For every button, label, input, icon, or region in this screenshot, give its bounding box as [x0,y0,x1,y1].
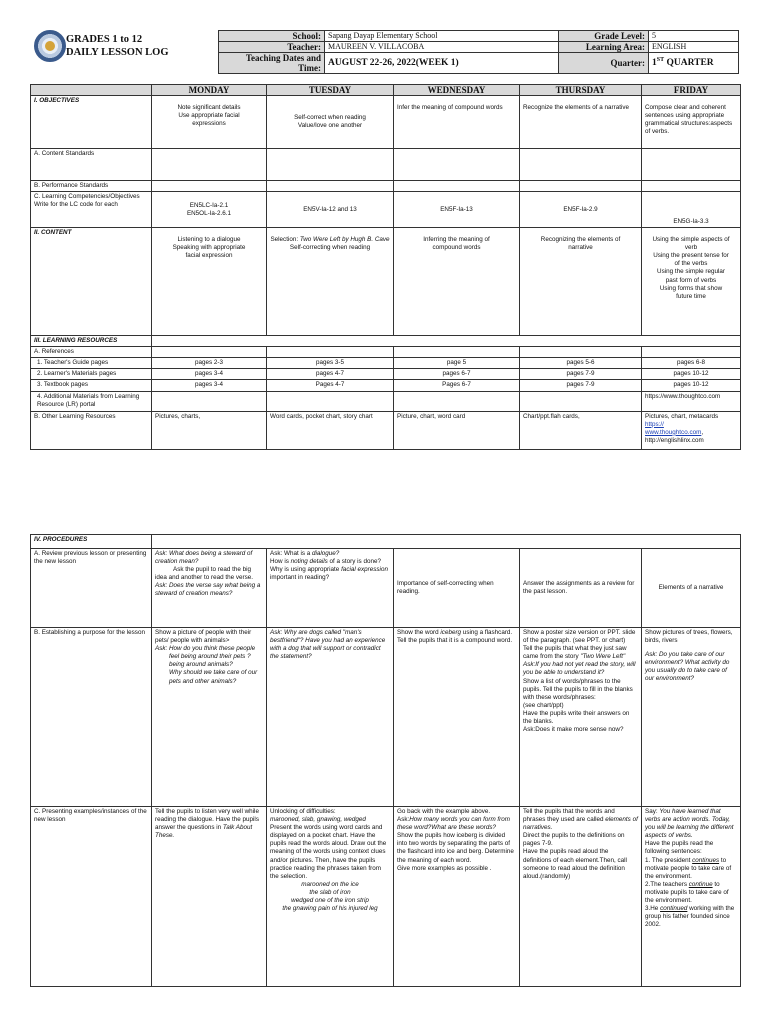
empty-cell [267,391,394,411]
purpose-fri-line: Ask: Do you take care of our environment? What activity do you usually do to take care of our environment? [645,651,730,683]
obj-mon-line: Note significant details [177,104,241,111]
review-tue-text: Why is using appropriate [270,566,342,574]
presenting-tue [267,807,394,987]
other-resources-label: B. Other Learning Resources [31,411,152,449]
empty-cell [152,347,267,358]
presenting-tue-phrase: marooned on the ice [301,880,359,888]
obj-mon-line: expressions [192,120,226,128]
purpose-mon-line: being around animals? [169,661,233,669]
review-thu: Answer the assignments as a review for the past lesson. [520,549,642,628]
tb-mon: pages 3-4 [152,380,267,391]
empty-cell [642,181,741,192]
presenting-fri-text: to motivate pupils to take care of the environment. [645,880,729,905]
presenting-fri-text: 2.The teachers [645,880,689,888]
tg-mon: pages 2-3 [152,358,267,369]
purpose-mon-line: Ask: How do you think these people [155,645,256,653]
presenting-row [31,807,741,987]
presenting-fri-text: Say: [645,808,660,815]
presenting-mon-text: Tell the pupils to listen very well while reading the dialogue. Have the pupils answer the questions in [155,808,259,832]
presenting-wed-question: How many words you can form from these word?What are these words? [397,816,511,832]
content-thu [520,228,642,336]
content-fri-line: of the verbs [674,260,708,268]
content-tue-title: Two Were Left by Hugh B. Cave [299,236,390,244]
purpose-thu-line: Ask:If you had not yet read the story, will you be able to understand it? [523,661,636,677]
review-mon [152,549,267,628]
review-tue [267,549,394,628]
title-line-2: DAILY LESSON LOG [66,47,169,58]
additional-materials-row [31,391,741,411]
content-fri-line: past form of verbs [665,276,717,284]
presenting-wed [394,807,520,987]
other-tue: Word cards, pocket chart, story chart [267,411,394,449]
tg-thu: pages 5-6 [520,358,642,369]
purpose-thu-line: Have the pupils write their answers on the blanks. [523,709,630,726]
purpose-thu-line: Show a list of words/phrases to the pupils. Tell the pupils to fill in the blanks with these words/phrases: [523,677,633,701]
school-label: School: [219,31,325,42]
references-row [31,347,741,358]
competencies-fri: EN5G-Ia-3.3 [642,192,741,228]
purpose-mon-line: Show a picture of people with their pets/ people with animals> [155,629,252,645]
review-tue-term: facial expression [341,566,388,574]
objectives-thu: Recognize the elements of a narrative [520,96,642,149]
content-fri-line: Using the present tense for [653,252,729,260]
presenting-fri-text: working with the group his father founded since 2002. [645,905,735,929]
deped-seal-logo [34,30,66,62]
day-friday: FRIDAY [642,85,741,96]
procedures-table [30,534,741,987]
dates-label [219,53,325,74]
day-wednesday: WEDNESDAY [394,85,520,96]
grade-level-value: 5 [649,31,739,42]
competencies-label: C. Learning Competencies/Objectives Write for the LC code for each [31,192,152,228]
content-thu-line: narrative [568,244,593,252]
purpose-wed-text: using a flashcard. Tell the pupils that it is a compound word. [397,629,513,645]
content-tue-prefix: Selection: [270,236,300,244]
empty-cell [152,535,741,549]
content-thu-line: Recognizing the elements of [540,236,621,244]
purpose-wed [394,628,520,807]
obj-tue-line: Value/love one another [297,122,363,129]
empty-cell [152,336,741,347]
review-tue-term: noting details [290,558,328,566]
content-fri-line: Using the simple regular [657,268,725,276]
tg-fri: pages 6-8 [642,358,741,369]
references-label: A. References [31,347,152,358]
purpose-row [31,628,741,807]
log-title [66,33,169,59]
lm-tue: pages 4-7 [267,369,394,380]
objectives-fri: Compose clear and coherent sentences using appropriate grammatical structures:aspects of verbs. [642,96,741,149]
content-wed-line: compound words [432,244,481,252]
presenting-fri-verb: continue [688,880,713,888]
lm-wed: pages 6-7 [394,369,520,380]
presenting-fri-text: 1. The president [645,856,693,864]
presenting-tue-phrase: the gnawing pain of his injured leg [282,905,378,913]
content-tue-line2: Self-correcting when reading [289,244,371,252]
objectives-label: I. OBJECTIVES [31,96,152,149]
quarter-value [649,53,739,74]
presenting-tue-phrase: wedged one of the iron strip [291,897,369,905]
content-fri-line: verb [684,244,698,252]
empty-cell [520,347,642,358]
empty-cell [152,181,267,192]
objectives-row [31,96,741,149]
other-mon: Pictures, charts, [152,411,267,449]
purpose-mon-line: Why should we take care of our pets and other animals? [169,669,258,685]
header-info-table [218,30,739,74]
purpose-fri [642,628,741,807]
purpose-thu-line: Show a poster size version or PPT. slide of the paragraph. (see PPT. or chart) [523,629,636,645]
empty-cell [394,181,520,192]
performance-standards-row [31,181,741,192]
presenting-tue-line: marooned, slab, gnawing, wedged [270,816,366,824]
empty-cell [152,391,267,411]
presenting-mon-title: Talk About These. [155,824,253,840]
empty-cell [520,181,642,192]
empty-cell [520,149,642,181]
presenting-thu-line: Have the pupils read aloud the definitions of each element.Then, call someone to read aloud the definition aloud.(randomly) [523,848,627,880]
presenting-thu-term: elements of narratives. [523,816,638,832]
day-monday: MONDAY [152,85,267,96]
day-thursday: THURSDAY [520,85,642,96]
grade-level-label: Grade Level: [559,31,649,42]
purpose-thu [520,628,642,807]
additional-materials-fri: https://www.thoughtco.com [642,391,741,411]
lesson-plan-table [30,84,741,450]
presenting-wed-text: Ask: [397,816,410,824]
performance-standards-label: B. Performance Standards [31,181,152,192]
competencies-thu: EN5F-Ia-2.9 [520,192,642,228]
content-wed [394,228,520,336]
review-mon-line: Ask: Does the verse say what being a steward of creation means? [155,582,261,598]
tb-tue: Pages 4-7 [267,380,394,391]
quarter-word: QUARTER [664,58,714,69]
lm-mon: pages 3-4 [152,369,267,380]
objectives-mon [152,96,267,149]
content-tue [267,228,394,336]
procedures-label: IV. PROCEDURES [31,535,152,549]
tb-label: 3. Textbook pages [31,380,152,391]
review-tue-term: dialogue? [312,550,340,557]
quarter-suffix: ST [656,57,665,64]
review-tue-text: of a story is done? [327,558,381,566]
content-fri-line: Using forms that show [659,284,723,292]
content-fri-line: Using the simple aspects of [652,236,730,244]
empty-cell [267,181,394,192]
tb-wed: Pages 6-7 [394,380,520,391]
tg-wed: page 5 [394,358,520,369]
presenting-label: C. Presenting examples/instances of the new lesson [31,807,152,987]
resources-label: III. LEARNING RESOURCES [31,336,152,347]
empty-cell [642,347,741,358]
procedures-header-row [31,535,741,549]
title-line-1: GRADES 1 to 12 [66,34,143,45]
competencies-row [31,192,741,228]
review-tue-text: important in reading? [270,574,330,582]
dates-label-line1: Teaching Dates and [245,53,321,63]
purpose-tue: Ask: Why are dogs called "man's bestfriend"? Have you had an experience with a dog that will support or contradict the statement? [267,628,394,807]
empty-cell [152,149,267,181]
empty-cell [394,149,520,181]
presenting-fri-line: Have the pupils read the following sentences: [645,840,714,856]
other-fri-link[interactable]: www.thoughtco.com [645,428,702,436]
purpose-mon-line: feel being around their pets ? [169,653,251,661]
content-mon-line: Listening to a dialogue [177,236,241,244]
lm-row [31,369,741,380]
other-resources-row [31,411,741,449]
learning-area-value: ENGLISH [649,42,739,53]
presenting-thu [520,807,642,987]
presenting-wed-line: Give more examples as possible . [397,864,492,872]
presenting-tue-line: Present the words using word cards and displayed on a pocket chart. Have the pupils read the words aloud. Draw out the meaning of the words using context clues and/or pictures. Then, have the pupils practice reading the phrases taken from the selection. [270,824,387,880]
content-row [31,228,741,336]
empty-cell [520,391,642,411]
review-wed: Importance of self-correcting when reading. [394,549,520,628]
presenting-fri-text: to motivate people to take care of the environment. [645,856,732,880]
other-wed: Picture, chart, word card [394,411,520,449]
review-mon-line: Ask the pupil to read the big idea and another to read the verse. [155,566,254,582]
lm-thu: pages 7-9 [520,369,642,380]
other-thu: Chart/ppt.flah cards, [520,411,642,449]
presenting-fri-quote: You have learned that verbs are action words. Today, you will be learning the different aspects of verbs. [645,808,734,840]
presenting-tue-line: Unlocking of difficulties: [270,808,336,815]
purpose-fri-line: Show pictures of trees, flowers, birds, rivers [645,629,733,645]
dates-value: AUGUST 22-26, 2022(WEEK 1) [325,53,559,74]
additional-materials-label: 4. Additional Materials from Learning Resource (LR) portal [31,391,152,411]
presenting-thu-text: Tell the pupils that the words and phrases they used are called [523,808,615,824]
resources-row [31,336,741,347]
lm-fri: pages 10-12 [642,369,741,380]
learning-area-label: Learning Area: [559,42,649,53]
content-standards-row [31,149,741,181]
purpose-thu-term: "Two Were Left" [580,653,626,661]
review-mon-line: Ask: What does being a steward of creation mean? [155,550,253,566]
presenting-fri-verb: continued [660,905,688,913]
presenting-mon [152,807,267,987]
purpose-thu-line: (see chart/ppt) [523,701,564,709]
purpose-mon [152,628,267,807]
quarter-number: 1 [652,58,657,69]
comp-mon-line: EN5OL-Ia-2.6.1 [186,209,232,217]
content-wed-line: Inferring the meaning of [423,236,490,244]
purpose-thu-line: Ask:Does it make more sense now? [523,726,624,734]
teacher-value: MAUREEN V. VILLACOBA [325,42,559,53]
review-label: A. Review previous lesson or presenting the new lesson [31,549,152,628]
comp-mon-line: EN5LC-Ia-2.1 [189,201,229,209]
purpose-wed-term: iceberg [440,629,462,636]
other-fri-link[interactable]: http://englishlinx.com [645,436,704,444]
teacher-label: Teacher: [219,42,325,53]
tb-row [31,380,741,391]
review-tue-text: How is [270,558,291,566]
other-fri-text: Pictures, chart, metacards [645,412,719,420]
tg-row [31,358,741,369]
presenting-fri-text: 3.He [645,905,661,913]
competencies-wed: EN5F-Ia-13 [394,192,520,228]
school-value: Sapang Dayap Elementary School [325,31,559,42]
competencies-mon [152,192,267,228]
content-mon-line: Speaking with appropriate [172,244,246,252]
objectives-tue [267,96,394,149]
day-header-row [31,85,741,96]
empty-cell [394,347,520,358]
purpose-label: B. Establishing a purpose for the lesson [31,628,152,807]
presenting-wed-line: Show the pupils how iceberg is divided into two words by separating the parts of the flashcard into ice and berg. Determine the meaning of each word. [397,832,514,864]
quarter-label: Quarter: [559,53,649,74]
day-tuesday: TUESDAY [267,85,394,96]
review-fri: Elements of a narrative [642,549,741,628]
tb-fri: pages 10-12 [642,380,741,391]
presenting-wed-line: Go back with the example above. [397,808,491,815]
content-mon [152,228,267,336]
dates-label-line2: Time: [298,63,321,73]
presenting-thu-line: Direct the pupils to the definitions on pages 7-9. [523,832,625,848]
obj-tue-line: Self-correct when reading [294,113,366,121]
empty-cell [267,149,394,181]
tb-thu: pages 7-9 [520,380,642,391]
content-mon-line: facial expression [185,252,233,260]
review-row [31,549,741,628]
empty-cell [394,391,520,411]
other-fri [642,411,741,449]
presenting-tue-phrase: the slab of iron [309,888,351,896]
purpose-thu-text: Tell the pupils that what they just saw came from the story [523,645,627,661]
content-fri-line: future time [676,292,706,300]
presenting-fri-verb: continues [692,856,720,864]
empty-cell [267,347,394,358]
tg-tue: pages 3-5 [267,358,394,369]
presenting-fri [642,807,741,987]
corner-cell [31,85,152,96]
other-fri-comma: , [701,428,704,436]
other-fri-link[interactable]: https:// [645,420,664,428]
lm-label: 2. Learner's Materials pages [31,369,152,380]
empty-cell [642,149,741,181]
purpose-wed-text: Show the word [397,629,441,636]
content-fri [642,228,741,336]
competencies-tue: EN5V-Ia-12 and 13 [267,192,394,228]
tg-label: 1. Teacher's Guide pages [31,358,152,369]
objectives-wed: Infer the meaning of compound words [394,96,520,149]
review-tue-text: Ask: What is a [270,550,312,557]
content-standards-label: A. Content Standards [31,149,152,181]
content-label: II. CONTENT [31,228,152,336]
obj-mon-line: Use appropriate facial [178,112,240,120]
